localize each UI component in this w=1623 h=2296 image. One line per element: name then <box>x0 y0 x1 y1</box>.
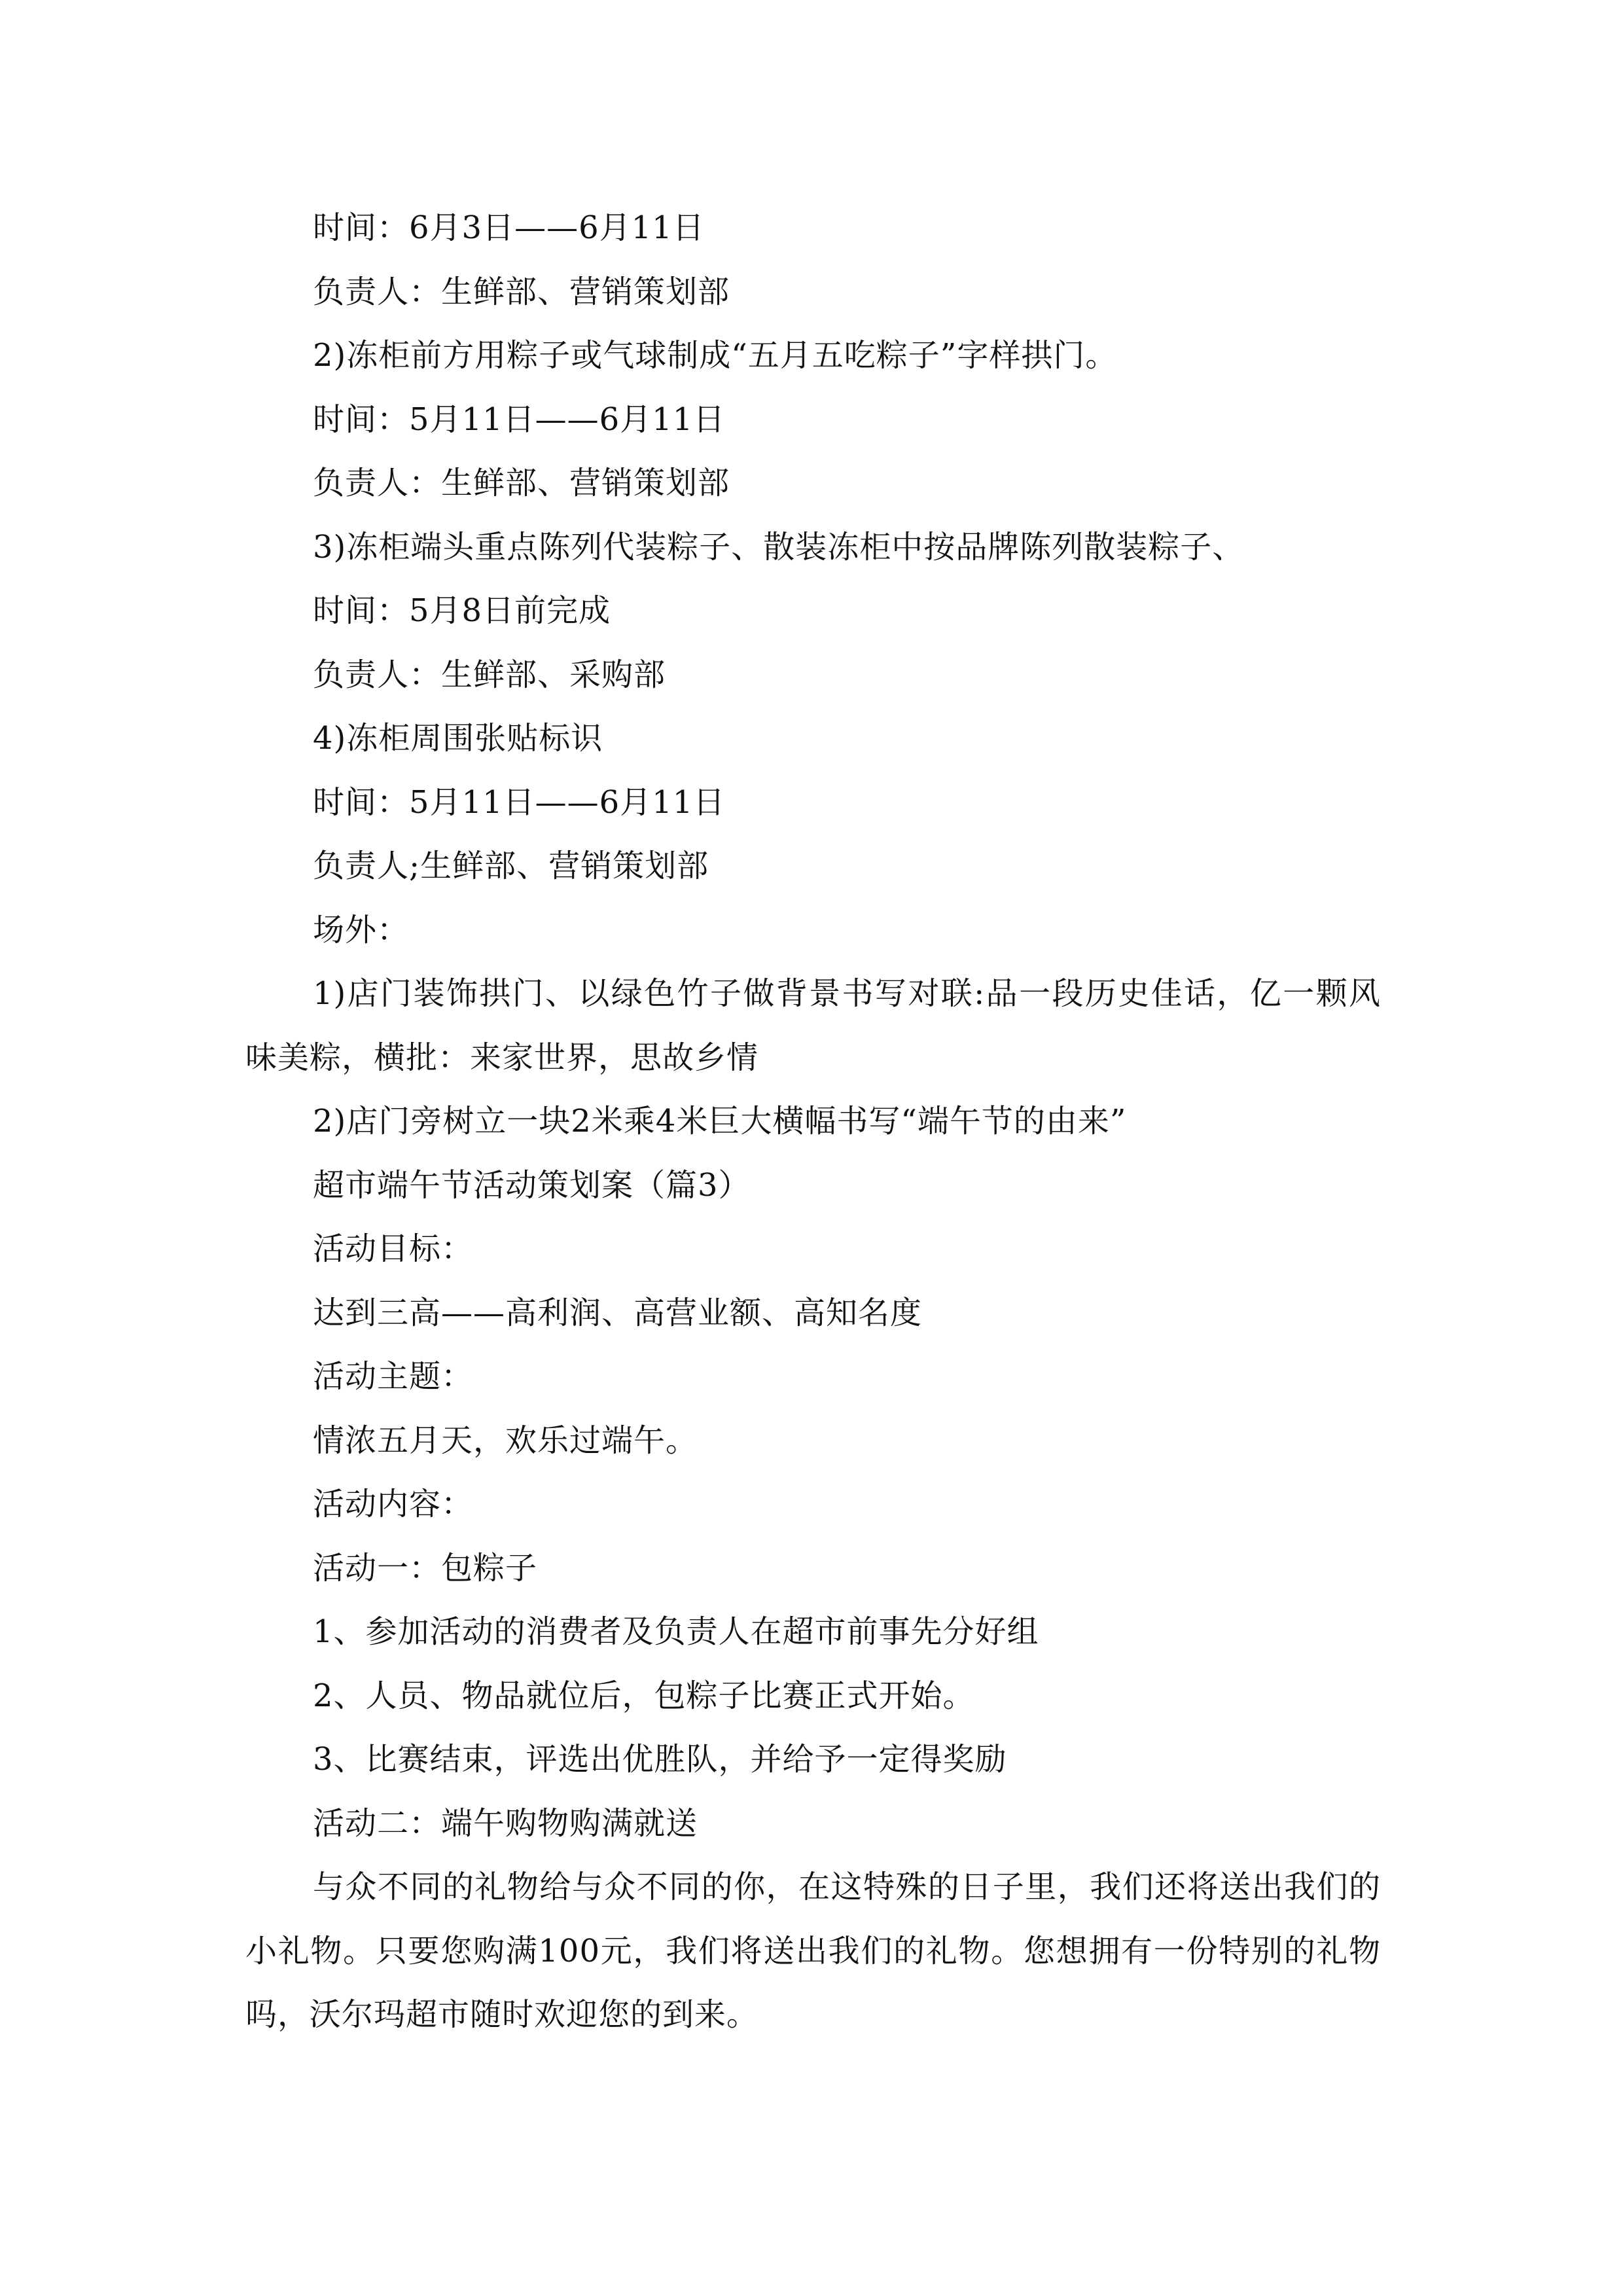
paragraph-activity-2-desc: 与众不同的礼物给与众不同的你，在这特殊的日子里，我们还将送出我们的小礼物。只要您购满100元，我们将送出我们的礼物。您想拥有一份特别的礼物吗，沃尔玛超市随时欢迎您的到来。 <box>245 1869 1381 2033</box>
paragraph-owner-1: 负责人：生鲜部、营销策划部 <box>313 273 730 310</box>
document-body <box>245 196 1381 2047</box>
paragraph-owner-4: 负责人;生鲜部、营销策划部 <box>313 848 709 884</box>
paragraph-step-3: 3、比赛结束，评选出优胜队，并给予一定得奖励 <box>313 1741 1007 1778</box>
section-title: 超市端午节活动策划案（篇3） <box>313 1166 751 1204</box>
paragraph-time-1: 时间：6月3日——6月11日 <box>313 209 705 246</box>
paragraph-time-2: 时间：5月11日——6月11日 <box>313 401 726 438</box>
paragraph-item-3: 3)冻柜端头重点陈列代装粽子、散装冻柜中按品牌陈列散装粽子、 <box>313 528 1245 565</box>
paragraph-activity-2: 活动二：端午购物购满就送 <box>313 1804 698 1842</box>
paragraph-item-2: 2)冻柜前方用粽子或气球制成“五月五吃粽子”字样拱门。 <box>313 337 1118 374</box>
paragraph-owner-3: 负责人：生鲜部、采购部 <box>313 656 666 693</box>
paragraph-theme: 情浓五月天，欢乐过端午。 <box>313 1422 698 1459</box>
paragraph-goal: 达到三高——高利润、高营业额、高知名度 <box>313 1294 923 1331</box>
paragraph-outdoor-heading: 场外： <box>313 911 410 948</box>
paragraph-item-4: 4)冻柜周围张贴标识 <box>313 720 603 757</box>
paragraph-goal-heading: 活动目标： <box>313 1230 474 1267</box>
paragraph-time-4: 时间：5月11日——6月11日 <box>313 783 726 821</box>
paragraph-content-heading: 活动内容： <box>313 1486 474 1522</box>
paragraph-step-2: 2、人员、物品就位后，包粽子比赛正式开始。 <box>313 1677 975 1714</box>
paragraph-outdoor-1: 1)店门装饰拱门、以绿色竹子做背景书写对联:品一段历史佳话，亿一颗风味美粽，横批：来家世界，思故乡情 <box>245 975 1381 1076</box>
paragraph-activity-1: 活动一：包粽子 <box>313 1549 538 1587</box>
paragraph-outdoor-2: 2)店门旁树立一块2米乘4米巨大横幅书写“端午节的由来” <box>313 1103 1127 1139</box>
paragraph-time-3: 时间：5月8日前完成 <box>313 592 611 629</box>
paragraph-owner-2: 负责人：生鲜部、营销策划部 <box>313 465 730 501</box>
paragraph-step-1: 1、参加活动的消费者及负责人在超市前事先分好组 <box>313 1613 1039 1650</box>
paragraph-theme-heading: 活动主题： <box>313 1358 474 1395</box>
